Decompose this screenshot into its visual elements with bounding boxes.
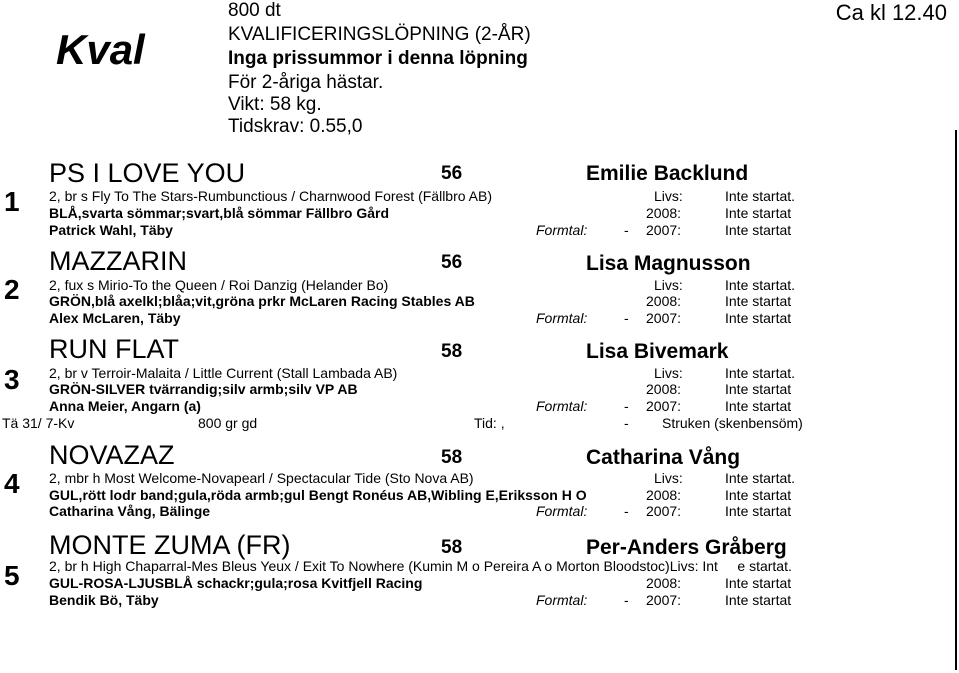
jockey-name: Catharina Vång [586,446,741,469]
lifetime-label: Livs: [654,277,683,293]
year-2008-label: 2008: [646,381,682,397]
race-name: KVALIFICERINGSLÖPNING (2-ÅR) [228,24,531,45]
start-number: 4 [4,468,20,499]
race-eligibility: För 2-åriga hästar. [228,72,384,93]
year-2008-value: Inte startat [725,293,792,309]
formtal-label: Formtal: [536,398,588,414]
year-2008-label: 2008: [646,575,682,591]
lifetime-label: Livs: [654,365,683,381]
trainer: Anna Meier, Angarn (a) [49,398,201,414]
year-2007-value: Inte startat [725,503,792,519]
formtal-label: Formtal: [536,310,588,326]
start-number: 3 [4,364,20,395]
horse-name: PS I LOVE YOU [49,158,246,188]
year-2007-value: Inte startat [725,398,792,414]
race-weight: Vikt: 58 kg. [228,94,322,115]
year-2008-label: 2008: [646,293,682,309]
jockey-name: Emilie Backlund [586,162,749,185]
horse-origin-suffix: (FR) [236,530,291,560]
lifetime-value: Inte startat. [725,188,796,204]
lifetime-value: Inte startat. [725,365,796,381]
racing-colors: GRÖN-SILVER tvärrandig;silv armb;silv VP AB [49,381,358,397]
horse-weight: 58 [441,341,463,362]
past-start-date: Tä 31/ 7-Kv [2,415,75,431]
horse-name: RUN FLAT [49,334,180,364]
year-2007-label: 2007: [646,310,682,326]
year-2008-value: Inte startat [725,575,792,591]
year-2007-label: 2007: [646,222,682,238]
horse-name: MAZZARIN [49,246,187,276]
horse-weight: 58 [441,447,463,468]
formtal-value: - [624,503,629,519]
race-start-time: Ca kl 12.40 [835,0,947,25]
past-start-dash: - [624,415,629,431]
jockey-name: Per-Anders Gråberg [586,536,787,559]
year-2007-value: Inte startat [725,592,792,608]
year-2008-value: Inte startat [725,205,792,221]
year-2007-label: 2007: [646,592,682,608]
horse-name: NOVAZAZ [49,440,175,470]
past-start-result: Struken (skenbensöm) [662,415,803,431]
formtal-value: - [624,592,629,608]
lifetime-label: Livs: [654,470,683,486]
year-2008-label: 2008: [646,205,682,221]
formtal-label: Formtal: [536,503,588,519]
race-category-label: Kval [56,26,145,73]
formtal-value: - [624,310,629,326]
year-2008-value: Inte startat [725,381,792,397]
race-distance: 800 dt [228,0,281,21]
year-2008-label: 2008: [646,487,682,503]
year-2007-label: 2007: [646,503,682,519]
start-number: 1 [4,186,20,217]
trainer: Bendik Bö, Täby [49,592,159,608]
racing-colors: GUL,rött lodr band;gula,röda armb;gul Bengt Ronéus AB,Wibling E,Eriksson H O [49,487,587,503]
racing-colors: BLÅ,svarta sömmar;svart,blå sömmar Fällbro Gård [49,205,390,221]
formtal-value: - [624,222,629,238]
racing-colors: GUL-ROSA-LJUSBLÅ schackr;gula;rosa Kvitfjell Racing [49,575,423,591]
lifetime-label: Livs: [654,188,683,204]
trainer: Alex McLaren, Täby [49,310,181,326]
race-time-requirement: Tidskrav: 0.55,0 [228,116,363,137]
trainer: Patrick Wahl, Täby [49,222,173,238]
past-start-distance: 800 gr gd [198,415,258,431]
racing-colors: GRÖN,blå axelkl;blåa;vit,gröna prkr McLaren Racing Stables AB [49,293,475,309]
formtal-label: Formtal: [536,592,588,608]
pedigree: 2, fux s Mirio-To the Queen / Roi Danzig (Helander Bo) [49,277,389,293]
year-2007-value: Inte startat [725,222,792,238]
horse-name [49,530,291,561]
pedigree: 2, br s Fly To The Stars-Rumbunctious / Charnwood Forest (Fällbro AB) [49,188,492,204]
horse-weight: 56 [441,252,463,273]
pedigree: 2, mbr h Most Welcome-Novapearl / Spectacular Tide (Sto Nova AB) [49,470,474,486]
formtal-label: Formtal: [536,222,588,238]
year-2007-label: 2007: [646,398,682,414]
pedigree: 2, br v Terroir-Malaita / Little Current (Stall Lambada AB) [49,365,398,381]
trainer: Catharina Vång, Bälinge [49,503,211,519]
right-divider [955,130,957,670]
pedigree: 2, br h High Chaparral-Mes Bleus Yeux / Exit To Nowhere (Kumin M o Pereira A o Morton Bloodstoc)Livs: Int e startat. [49,558,792,574]
start-number: 5 [4,560,20,591]
year-2008-value: Inte startat [725,487,792,503]
jockey-name: Lisa Bivemark [586,340,729,363]
past-start-time: Tid: , [474,415,505,431]
horse-weight: 56 [441,163,463,184]
lifetime-value: Inte startat. [725,277,796,293]
year-2007-value: Inte startat [725,310,792,326]
race-prize-info: Inga prissummor i denna löpning [228,48,528,69]
horse-weight: 58 [441,537,463,558]
jockey-name: Lisa Magnusson [586,252,751,275]
lifetime-value: Inte startat. [725,470,796,486]
horse-name-text: MONTE ZUMA [49,530,229,560]
start-number: 2 [4,274,20,305]
formtal-value: - [624,398,629,414]
